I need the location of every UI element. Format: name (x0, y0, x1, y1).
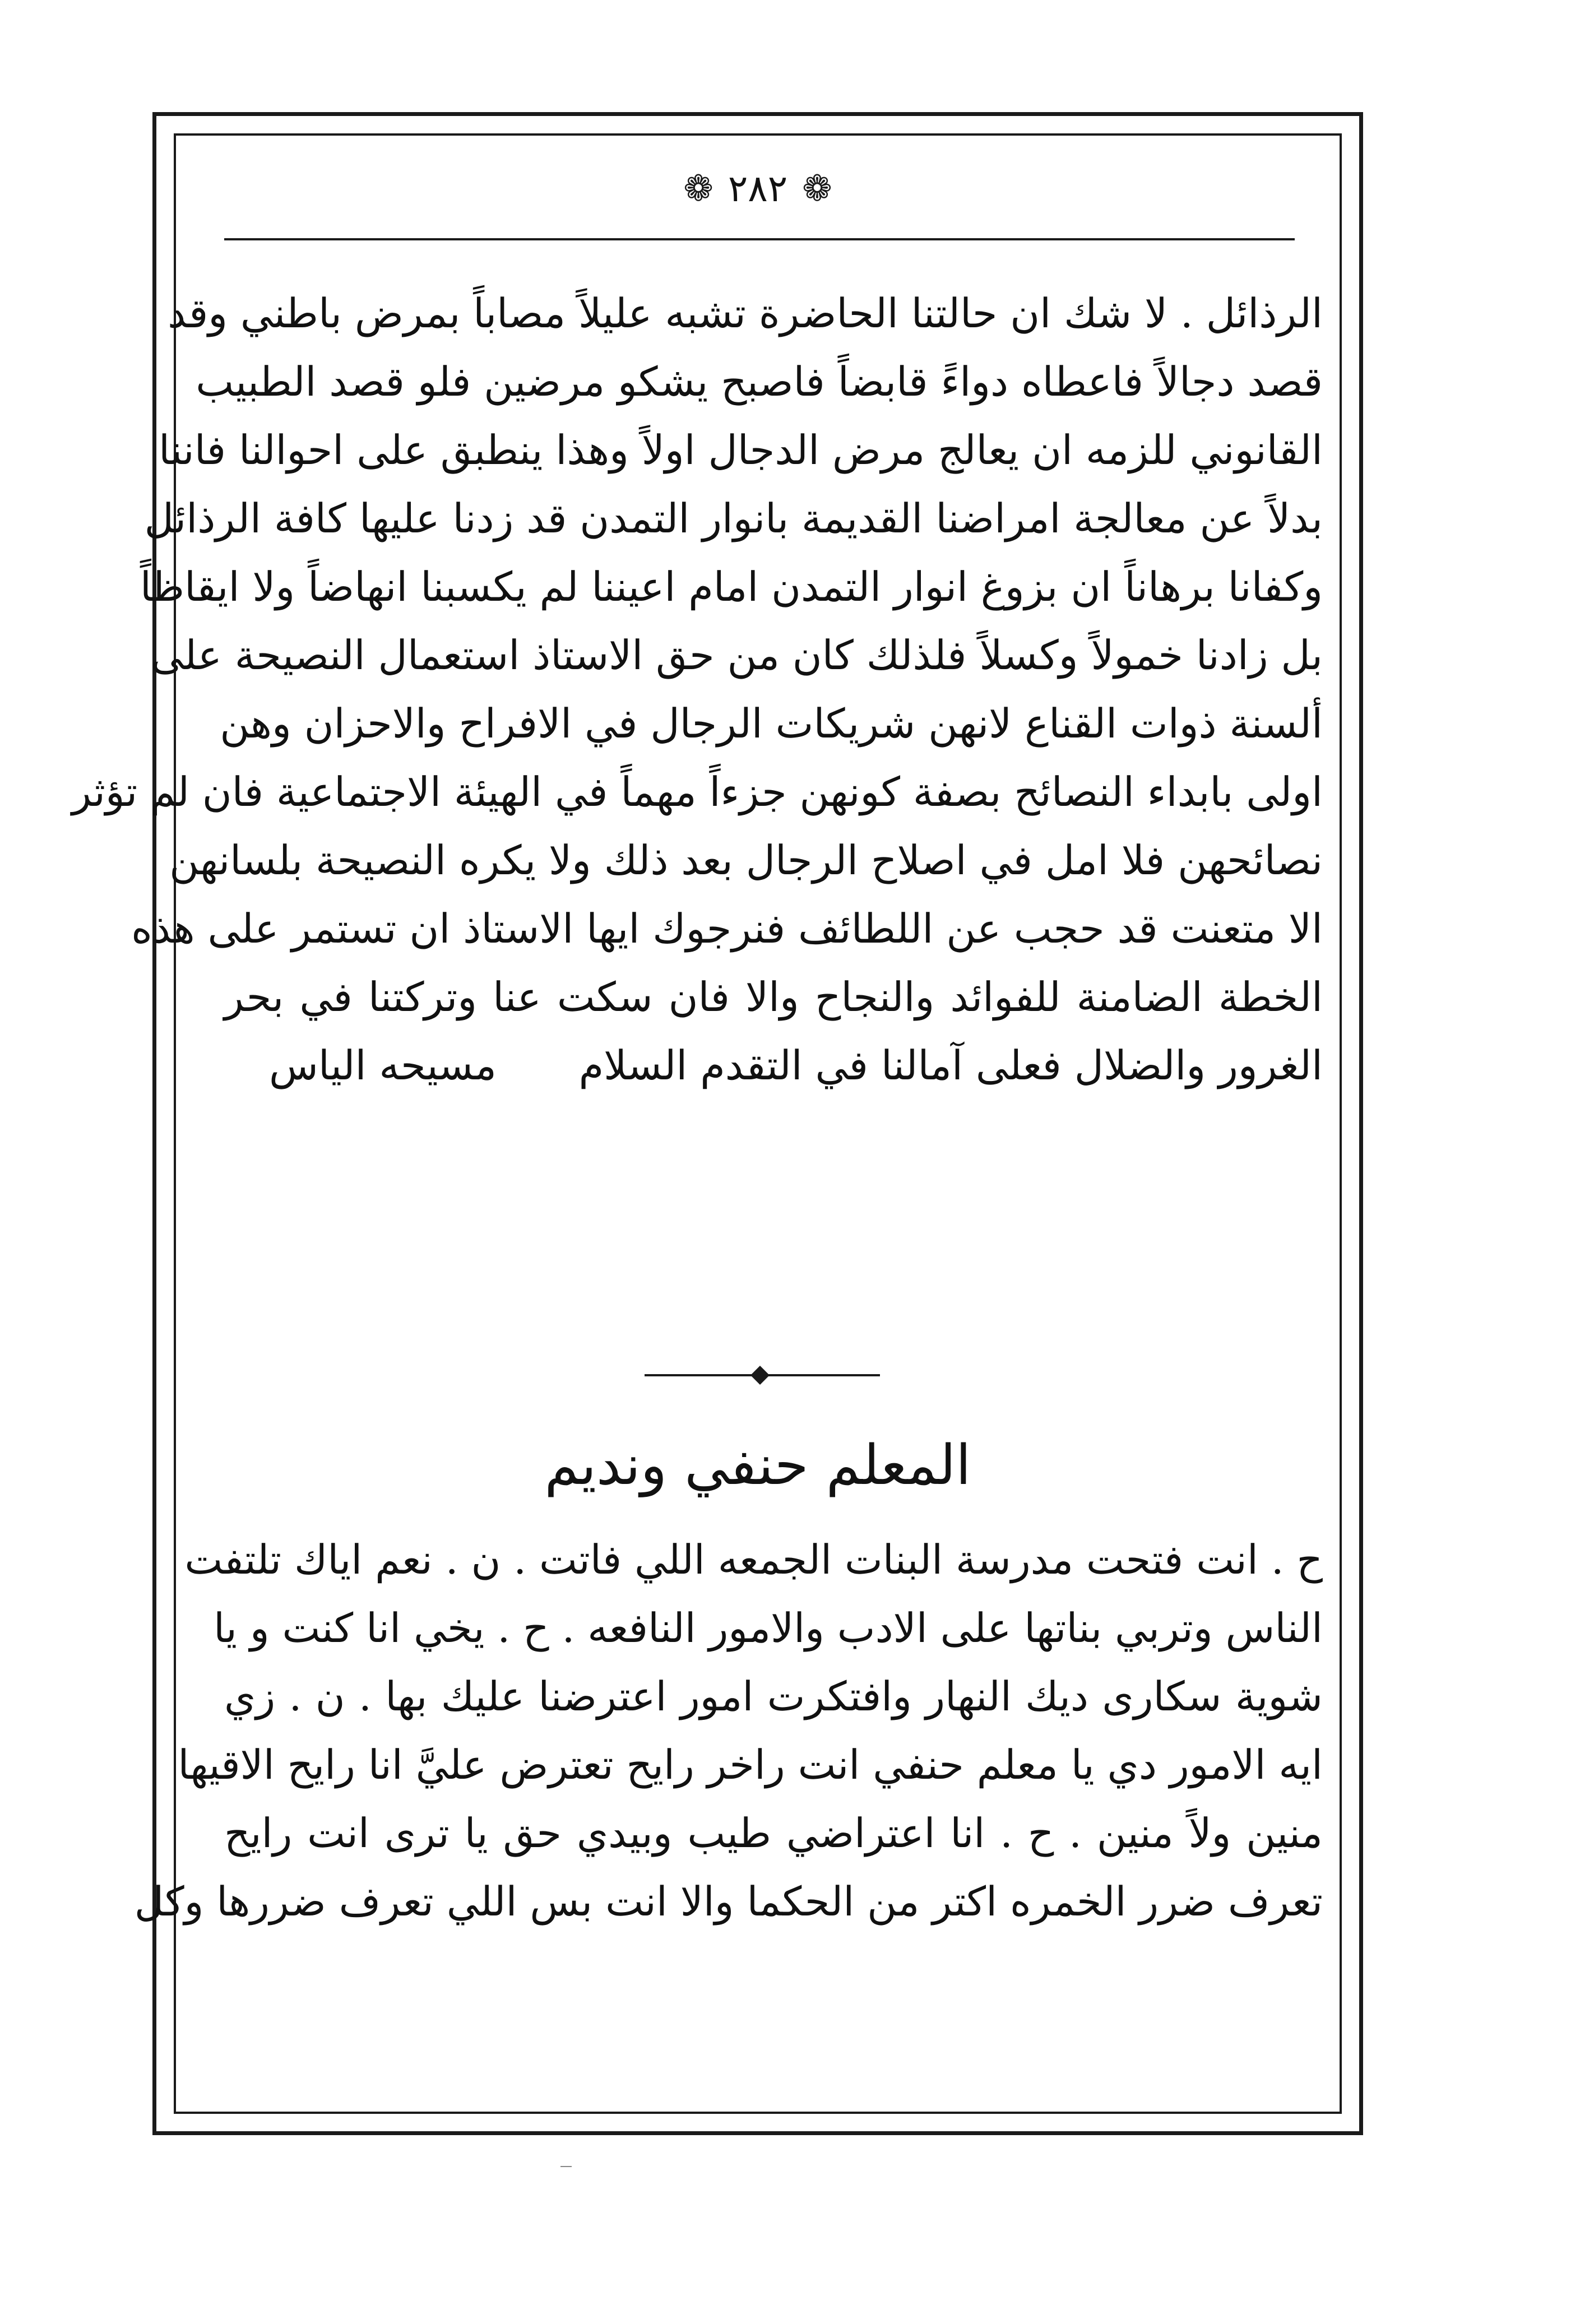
text-line: شوية سكارى ديك النهار وافتكرت امور اعترضنا عليك بها . ن . زي (224, 1673, 1323, 1720)
page-number: ٢٨٢ (728, 167, 788, 210)
section-title: المعلم حنفي ونديم (544, 1434, 971, 1497)
text-line: ايه الامور دي يا معلم حنفي انت راخر رايح تعترض عليَّ انا رايح الاقيها (178, 1741, 1323, 1788)
author-signature: مسيحه الياس (269, 1042, 497, 1089)
text-line: الخطة الضامنة للفوائد والنجاح والا فان سكت عنا وتركتنا في بحر (224, 973, 1323, 1020)
scan-mark (560, 2166, 572, 2167)
paragraph-continued (72, 279, 1323, 1100)
header-rule (224, 238, 1295, 240)
flower-ornament-icon: ❁ (683, 168, 713, 210)
text-line: منين ولاً منين . ح . انا اعتراضي طيب وبيدي حق يا ترى انت رايح (224, 1810, 1323, 1857)
text-line: ح . انت فتحت مدرسة البنات الجمعه اللي فاتت . ن . نعم اياك تلتفت (184, 1536, 1323, 1583)
text-line: وكفانا برهاناً ان بزوغ انوار التمدن امام اعيننا لم يكسبنا انهاضاً ولا ايقاظاً (140, 563, 1323, 610)
text-line: نصائحهن فلا امل في اصلاح الرجال بعد ذلك ولا يكره النصيحة بلسانهن (169, 837, 1323, 884)
text-line: الناس وتربي بناتها على الادب والامور النافعه . ح . يخي انا كنت و يا (213, 1604, 1323, 1652)
text-line: بل زادنا خمولاً وكسلاً فلذلك كان من حق الاستاذ استعمال النصيحة على (151, 632, 1323, 679)
text-line: اولى بابداء النصائح بصفة كونهن جزءاً مهماً في الهيئة الاجتماعية فان لم تؤثر (72, 768, 1323, 815)
page-header (174, 158, 1342, 220)
dialogue-paragraph (134, 1525, 1323, 1936)
flower-ornament-icon: ❁ (802, 168, 832, 210)
text-line: بدلاً عن معالجة امراضنا القديمة بانوار التمدن قد زدنا عليها كافة الرذائل (144, 495, 1323, 542)
text-line: الا متعنت قد حجب عن اللطائف فنرجوك ايها الاستاذ ان تستمر على هذه (131, 905, 1323, 952)
text-line-final (224, 1031, 1323, 1100)
text-line: تعرف ضرر الخمره اكتر من الحكما والا انت بس اللي تعرف ضررها وكل (134, 1878, 1323, 1925)
text-line: الغرور والضلال فعلى آمالنا في التقدم السلام (578, 1042, 1323, 1089)
text-line: ألسنة ذوات القناع لانهن شريكات الرجال في الافراح والاحزان وهن (220, 700, 1323, 747)
text-line: الرذائل . لا شك ان حالتنا الحاضرة تشبه عليلاً مصاباً بمرض باطني وقد (168, 290, 1323, 337)
text-line: قصد دجالاً فاعطاه دواءً قابضاً فاصبح يشكو مرضين فلو قصد الطبيب (196, 358, 1323, 405)
text-line: القانوني للزمه ان يعالج مرض الدجال اولاً وهذا ينطبق على احوالنا فاننا (159, 426, 1323, 474)
